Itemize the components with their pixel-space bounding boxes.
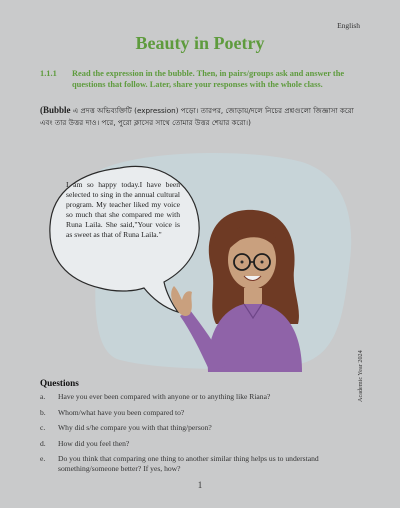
list-item — [40, 408, 362, 418]
question-letter: b. — [40, 407, 46, 417]
activity-instruction-text: Read the expression in the bubble. Then, in pairs/groups ask and answer the questions that follow. Later, share your responses with the whole class. — [72, 69, 345, 89]
question-text: Why did s/he compare you with that thing/person? — [58, 423, 212, 433]
page-number: 1 — [197, 480, 203, 490]
bangla-note-lead: (Bubble — [40, 105, 71, 115]
activity-instruction — [40, 68, 362, 90]
questions-heading: Questions — [40, 378, 79, 388]
activity-number: 1.1.1 — [40, 69, 57, 78]
question-text: Whom/what have you been compared to? — [58, 407, 185, 417]
bangla-note-text: এ প্রদত্ত অভিব্যক্তিটি (expression) পড়ো। তারপর, জোড়ায়/দলে নিচের প্রশ্নগুলো জিজ্ঞাসা করো এবং তার উত্তর দাও। পরে, পুরো ক্লাসের সাথে তোমার উত্তর শেয়ার করো।) — [40, 106, 354, 127]
question-letter: e. — [40, 454, 46, 464]
subject-label: English — [337, 21, 360, 30]
speech-bubble-text: I am so happy today.I have been selected to sing in the annual cultural program. My teacher liked my voice so much that she compared me with Runa Laila. She said,"Your voice is as sweet as that of Runa Laila." — [66, 180, 180, 239]
question-text: Have you ever been compared with anyone or to anything like Riana? — [58, 392, 271, 401]
question-letter: c. — [40, 423, 46, 433]
list-item — [40, 423, 362, 433]
question-text: How did you feel then? — [58, 438, 130, 448]
list-item — [40, 454, 362, 474]
question-letter: d. — [40, 438, 46, 448]
list-item — [40, 439, 362, 449]
question-letter: a. — [40, 392, 46, 401]
speech-bubble-illustration — [40, 140, 362, 372]
page-title: Beauty in Poetry — [135, 33, 265, 53]
bangla-note — [40, 104, 362, 129]
question-list — [40, 392, 362, 480]
academic-year-side-text: Academic Year 2024 — [357, 350, 364, 402]
question-text: Do you think that comparing one thing to another similar thing helps us to understand something/someone better? If yes, how? — [58, 454, 319, 474]
list-item — [40, 392, 362, 402]
